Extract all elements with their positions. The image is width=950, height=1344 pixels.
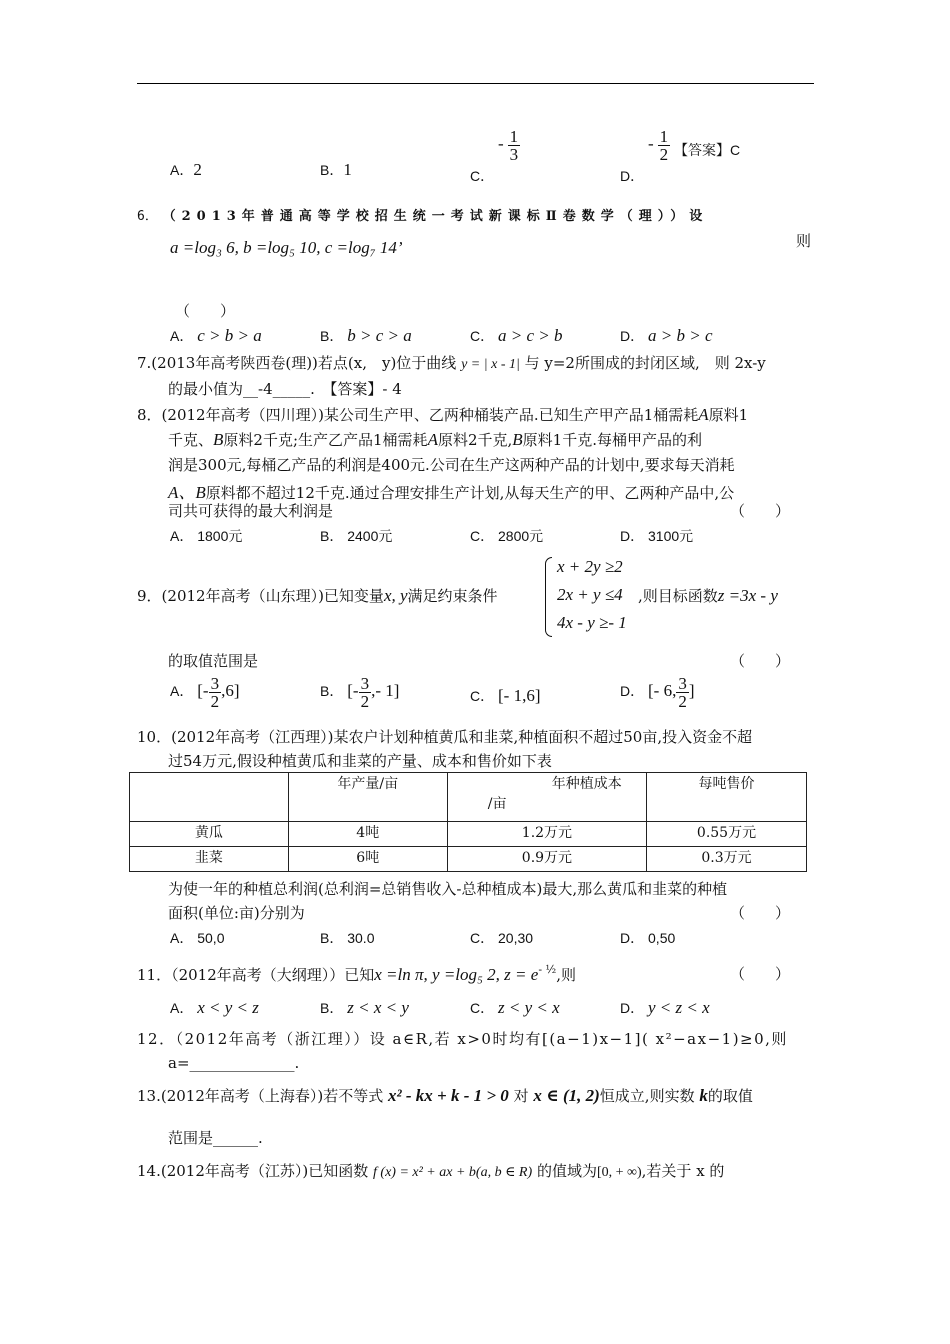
table-row: 韭菜 6吨 0.9万元 0.3万元 [130,847,807,872]
option-value: 1 [343,160,352,179]
header-rule [137,83,814,84]
q5-option-b [320,160,352,180]
q8-line4: A、B原料都不超过12千克.通过合理安排生产计划,从每天生产的甲、乙两种产品中,公 [168,483,735,502]
q8-option-a: A． 1800元 [170,528,243,544]
value-range: [0, + ∞) [596,1165,642,1180]
q10-option-a: A． 50,0 [170,930,225,946]
q10-line4: 面积(单位:亩)分别为 [168,904,305,922]
denominator: 2 [659,145,669,164]
header-cell: 年产量/亩 [288,773,447,822]
option-label: B． [320,162,344,178]
q10-line2: 过54万元,假设种植黄瓜和韭菜的产量、成本和售价如下表 [168,752,552,770]
q13-line1: 13.(2012年高考（上海春）)若不等式 x² - kx + k - 1 > 0 对 x ∈ (1, 2)恒成立,则实数 k的取值 [137,1086,753,1105]
option-label: C． [470,168,495,185]
q8-line5: 司共可获得的最大利润是 [168,502,334,520]
q5-option-d [620,127,741,185]
q10-line1: 10．(2012年高考（江西理）)某农户计划种植黄瓜和韭菜,种植面积不超过50亩,投入资金不超 [137,728,753,746]
answer-paren: （ ） [730,904,791,922]
question-number: 6． [137,209,158,224]
q11-option-a: A． x < y < z [170,998,259,1017]
answer-paren: （ ） [730,502,791,520]
q11-line: 11．（2012年高考（大纲理））已知x =ln π, y =log₅ 2, $z = e^{- \frac{1}{2}}$,则 [137,963,576,984]
header-cell: 每吨售价 [647,773,807,822]
minus-sign: - [498,134,504,154]
header-cell [130,773,289,822]
q9-option-a: A． [- $\frac{3}{2}$ ,6] [170,674,240,711]
q8-option-c: C． 2800元 [470,528,544,544]
constraint-2: 2x + y ≤4 [557,585,623,604]
constraint-1: x + 2y ≥2 [557,557,623,576]
inequality: x² - kx + k - 1 > 0 [388,1086,509,1105]
constraint-3: 4x - y ≥- 1 [557,613,627,632]
option-label: A． [170,162,194,178]
yield-cost-table [129,772,807,872]
q8-line3: 润是300元,每桶乙产品的利润是400元.公司在生产这两种产品的计划中,要求每天消耗 [168,456,735,474]
q6-header [137,205,708,224]
question-source: （2013年普通高等学校招生统一考试新课标Ⅱ卷数学（理））设 [162,209,709,224]
q13-line2: 范围是______. [168,1129,263,1147]
q6-option-b: B． b > c > a [320,326,412,345]
q12-line2: a=______________. [168,1054,300,1072]
curve-formula: y = | x - 1| [461,357,520,372]
q6-option-a: A． c > b > a [170,326,262,345]
q6-tail: 则 [796,232,812,250]
q14-line1: 14.(2012年高考（江苏）)已知函数 f (x) = x² + ax + b(a, b ∈ R) 的值域为[0, + ∞),若关于 x 的 [137,1162,725,1180]
minus-sign: - [648,134,654,154]
q5-option-a [170,160,202,180]
q6-formula: a =log₃ 6, b =log₅ 10, c =log₇ 14’ [170,238,403,257]
q9-lead: 9．(2012年高考（山东理）)已知变量x, y满足约束条件 [137,586,498,605]
function-formula: f (x) = x² + ax + b(a, b ∈ R) [373,1165,533,1180]
q9-option-d: D． [- 6, $\frac{3}{2}$ ] [620,674,695,711]
q6-option-c: C． a > c > b [470,326,563,345]
table-header-row [130,773,807,822]
q12-line1: 12．（2012年高考（浙江理））设 a∈R,若 x>0时均有[(a−1)x−1]( x²−ax−1)≥0,则 [137,1030,788,1048]
q11-option-d: D． y < z < x [620,998,710,1017]
q9-line2: 的取值范围是 [168,652,259,670]
numerator: 1 [659,127,669,146]
q7-line2: 的最小值为__-4_____. 【答案】- 4 [168,380,402,398]
table-row: 黄瓜 4吨 1.2万元 0.55万元 [130,822,807,847]
header-cell: 年种植成本 /亩 [447,773,646,822]
q10-line3: 为使一年的种植总利润(总利润=总销售收入-总种植成本)最大,那么黄瓜和韭菜的种植 [168,880,728,898]
q9-option-b: B． [- $\frac{3}{2}$ ,- 1] [320,674,400,711]
q8-line2: 千克、B原料2千克;生产乙产品1桶需耗A原料2千克,B原料1千克.每桶甲产品的利 [168,430,702,449]
q9-objective: ,则目标函数z =3x - y [638,586,778,605]
answer-paren: （ ） [175,302,236,320]
q8-option-d: D． 3100元 [620,528,694,544]
interval: x ∈ (1, 2) [533,1086,600,1105]
q11-option-c: C． z < y < x [470,998,560,1017]
answer-paren: （ ） [730,965,791,983]
q8-line1: 8．(2012年高考（四川理）)某公司生产甲、乙两种桶装产品.已知生产甲产品1桶需耗A原料1 [137,405,749,424]
constraint-brace [545,557,552,637]
q5-option-c [470,127,520,185]
q10-option-d: D． 0,50 [620,930,676,946]
q10-option-b: B． 30.0 [320,930,375,946]
numerator: 1 [509,127,519,146]
q11-option-b: B． z < x < y [320,998,409,1017]
option-label: D． [620,168,645,185]
denominator: 3 [509,145,519,164]
q8-option-b: B． 2400元 [320,528,393,544]
answer-paren: （ ） [730,652,791,670]
q6-option-d: D． a > b > c [620,326,713,345]
q9-option-c: C． [- 1,6] [470,686,541,705]
q7-line1: 7.(2013年高考陕西卷(理))若点(x, y)位于曲线 y = | x - 1| 与 y=2所围成的封闭区域, 则 2x-y [137,354,766,372]
answer-text: 【答案】C [673,142,741,159]
option-value: 2 [193,160,202,179]
answer-blank: __-4_____ [243,380,311,398]
q10-option-c: C． 20,30 [470,930,534,946]
